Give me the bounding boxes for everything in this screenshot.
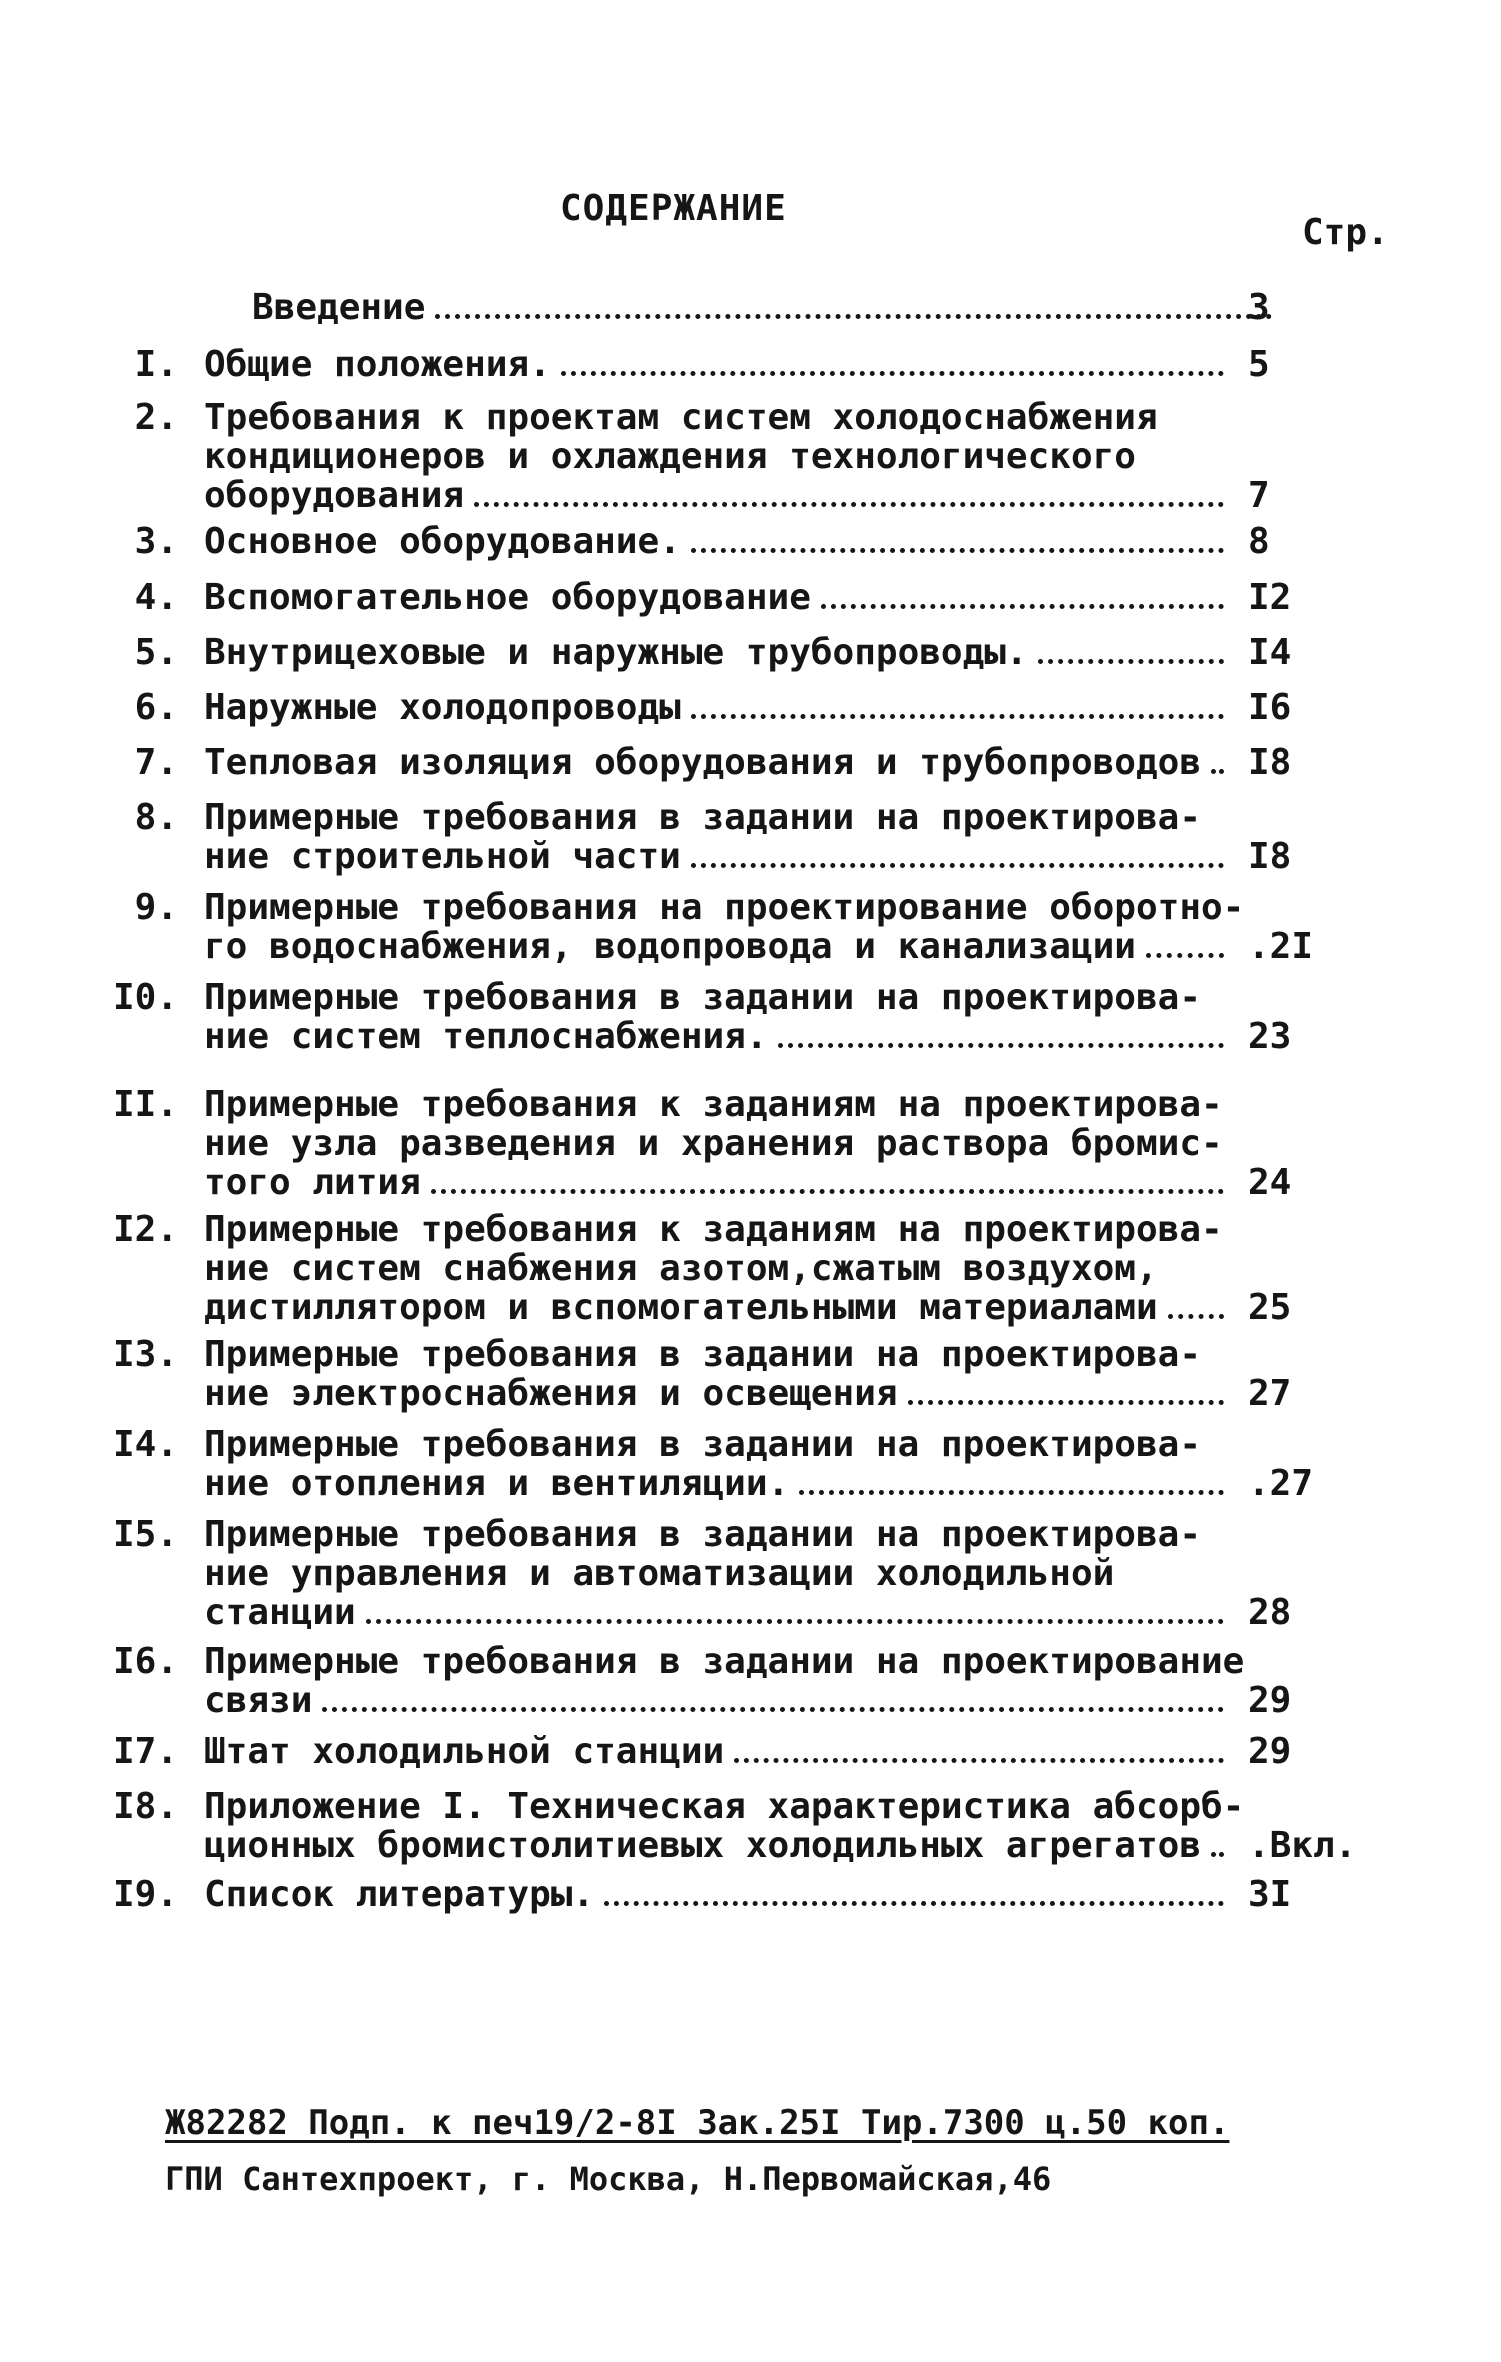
toc-entry-line: Примерные требования к заданиям на проектирова-: [204, 1209, 1223, 1250]
toc-entry-page: I4: [1248, 632, 1292, 673]
dot-leader: [1211, 749, 1224, 774]
page-column-label: Стр.: [1302, 212, 1389, 253]
toc-entry-page: .2I: [1248, 926, 1314, 967]
toc-entry-page: 8: [1248, 521, 1270, 562]
dot-leader: [691, 843, 1224, 868]
toc-entry-number: I9.: [112, 1874, 178, 1915]
toc-entry-number: I3.: [112, 1334, 178, 1375]
toc-entry-number: 3.: [134, 521, 178, 562]
toc-entry-page: 29: [1248, 1731, 1292, 1772]
toc-entry-title: [252, 288, 1282, 327]
toc-entry-page: .27: [1248, 1463, 1314, 1504]
toc-entry-line: Штат холодильной станции: [204, 1731, 725, 1772]
dot-leader: [366, 1599, 1224, 1624]
toc-entry-number: I7.: [112, 1731, 178, 1772]
toc-entry-number: II.: [112, 1084, 178, 1125]
toc-entry-line: Общие положения.: [204, 344, 551, 385]
toc-entry-number: 5.: [134, 632, 178, 673]
toc-entry-line: ционных бромистолитиевых холодильных агрегатов: [204, 1825, 1201, 1866]
dot-leader: [604, 1881, 1224, 1906]
toc-entry-title: [204, 1210, 1234, 1327]
toc-entry-line: Основное оборудование.: [204, 521, 681, 562]
imprint-text: Ж82282 Подп. к печ19/2-8I Зак.25I Тир.7300 ц.50 коп.: [165, 2103, 1230, 2143]
toc-entry-line: Требования к проектам систем холодоснабжения: [204, 397, 1158, 438]
toc-entry-line: связи: [204, 1680, 313, 1721]
toc-entry-line: Примерные требования в задании на проектирова-: [204, 1514, 1201, 1555]
toc-entry-line: кондиционеров и охлаждения технологического: [204, 436, 1136, 477]
toc-entry-page: 7: [1248, 475, 1270, 516]
toc-entry-number: 6.: [134, 687, 178, 728]
dot-leader: [778, 1023, 1224, 1048]
imprint-line: [165, 2103, 1229, 2143]
toc-entry-number: I8.: [112, 1786, 178, 1827]
toc-entry-line: ние управления и автоматизации холодильной: [204, 1553, 1115, 1594]
dot-leader: [691, 694, 1224, 719]
toc-entry-number: 8.: [134, 797, 178, 838]
dot-leader: [1146, 933, 1224, 958]
toc-entry-title: [204, 1085, 1234, 1202]
toc-entry-title: [204, 743, 1234, 782]
toc-entry-line: ние строительной части: [204, 836, 681, 877]
toc-entry-number: I.: [134, 344, 178, 385]
toc-entry-line: Введение: [252, 287, 426, 328]
dot-leader: [1168, 1294, 1224, 1319]
toc-entry-line: Примерные требования в задании на проектирова-: [204, 977, 1201, 1018]
toc-entry-page: I6: [1248, 687, 1292, 728]
toc-entry-title: [204, 798, 1234, 876]
toc-entry-number: I6.: [112, 1641, 178, 1682]
toc-entry-title: [204, 1786, 1245, 1866]
toc-entry-title: [204, 633, 1234, 672]
toc-entry-title: [204, 398, 1234, 515]
toc-entry-page: 29: [1248, 1680, 1292, 1721]
toc-entry-line: ние узла разведения и хранения раствора бромис-: [204, 1123, 1223, 1164]
toc-entry-title: [204, 1875, 1234, 1914]
toc-entry-page: .Вкл.: [1248, 1825, 1357, 1866]
toc-entry-line: Вспомогательное оборудование: [204, 577, 811, 618]
toc-entry-page: 3: [1248, 287, 1270, 328]
dot-leader: [431, 1169, 1224, 1194]
dot-leader: [322, 1687, 1224, 1712]
dot-leader: [1038, 639, 1224, 664]
toc-entry-page: I8: [1248, 836, 1292, 877]
publisher-line: ГПИ Сантехпроект, г. Москва, Н.Первомайская,46: [165, 2160, 1052, 2198]
toc-entry-page: 27: [1248, 1373, 1292, 1414]
toc-entry-page: 5: [1248, 344, 1270, 385]
toc-entry-title: [204, 578, 1234, 617]
toc-entry-line: Примерные требования к заданиям на проектирова-: [204, 1084, 1223, 1125]
toc-entry-number: 9.: [134, 887, 178, 928]
toc-entry-page: 3I: [1248, 1874, 1292, 1915]
toc-entry-line: Примерные требования на проектирование оборотно-: [204, 887, 1245, 928]
toc-entry-line: Тепловая изоляция оборудования и трубопроводов: [204, 742, 1201, 783]
toc-entry-line: Приложение I. Техническая характеристика абсорб-: [204, 1786, 1245, 1827]
dot-leader: [734, 1738, 1224, 1763]
toc-entry-number: 4.: [134, 577, 178, 618]
toc-entry-line: ние электроснабжения и освещения: [204, 1373, 898, 1414]
dot-leader: [474, 482, 1224, 507]
dot-leader: [1211, 1832, 1224, 1857]
toc-entry-title: [204, 345, 1234, 384]
toc-entry-page: I8: [1248, 742, 1292, 783]
toc-entry-title: [204, 522, 1234, 561]
toc-entry-line: того лития: [204, 1162, 421, 1203]
toc-entry-line: Внутрицеховые и наружные трубопроводы.: [204, 632, 1028, 673]
toc-entry-title: [204, 887, 1245, 967]
toc-entry-line: Примерные требования в задании на проектирова-: [204, 1334, 1201, 1375]
dot-leader: [691, 528, 1224, 553]
toc-entry-page: 24: [1248, 1162, 1292, 1203]
toc-entry-page: I2: [1248, 577, 1292, 618]
toc-entry-number: I4.: [112, 1424, 178, 1465]
toc-entry-number: 2.: [134, 397, 178, 438]
toc-entry-line: ние систем снабжения азотом,сжатым воздухом,: [204, 1248, 1158, 1289]
toc-entry-line: Наружные холодопроводы: [204, 687, 681, 728]
toc-entry-line: го водоснабжения, водопровода и канализации: [204, 926, 1136, 967]
toc-entry-line: ние отопления и вентиляции.: [204, 1463, 790, 1504]
toc-entry-number: I0.: [112, 977, 178, 1018]
dot-leader: [799, 1470, 1224, 1495]
toc-entry-line: дистиллятором и вспомогательными материалами: [204, 1287, 1158, 1328]
toc-entry-line: Примерные требования в задании на проектирова-: [204, 797, 1201, 838]
toc-entry-page: 23: [1248, 1016, 1292, 1057]
toc-entry-number: 7.: [134, 742, 178, 783]
toc-entry-number: I5.: [112, 1514, 178, 1555]
toc-entry-line: Примерные требования в задании на проектирова-: [204, 1424, 1201, 1465]
toc-entry-title: [204, 1641, 1245, 1721]
toc-entry-page: 28: [1248, 1592, 1292, 1633]
toc-entry-page: 25: [1248, 1287, 1292, 1328]
toc-entry-title: [204, 1732, 1234, 1771]
toc-entry-line: Примерные требования в задании на проектирование: [204, 1641, 1245, 1682]
dot-leader: [435, 294, 1272, 319]
page-title: СОДЕРЖАНИЕ: [560, 188, 787, 229]
dot-leader: [561, 351, 1224, 376]
dot-leader: [821, 584, 1224, 609]
toc-entry-line: станции: [204, 1592, 356, 1633]
toc-entry-title: [204, 1335, 1234, 1413]
toc-entry-title: [204, 688, 1234, 727]
toc-entry-line: оборудования: [204, 475, 465, 516]
toc-entry-line: ние систем теплоснабжения.: [204, 1016, 768, 1057]
toc-entry-title: [204, 978, 1234, 1056]
toc-entry-title: [204, 1425, 1234, 1503]
dot-leader: [908, 1380, 1224, 1405]
toc-entry-title: [204, 1515, 1234, 1632]
toc-entry-number: I2.: [112, 1209, 178, 1250]
toc-entry-line: Список литературы.: [204, 1874, 595, 1915]
